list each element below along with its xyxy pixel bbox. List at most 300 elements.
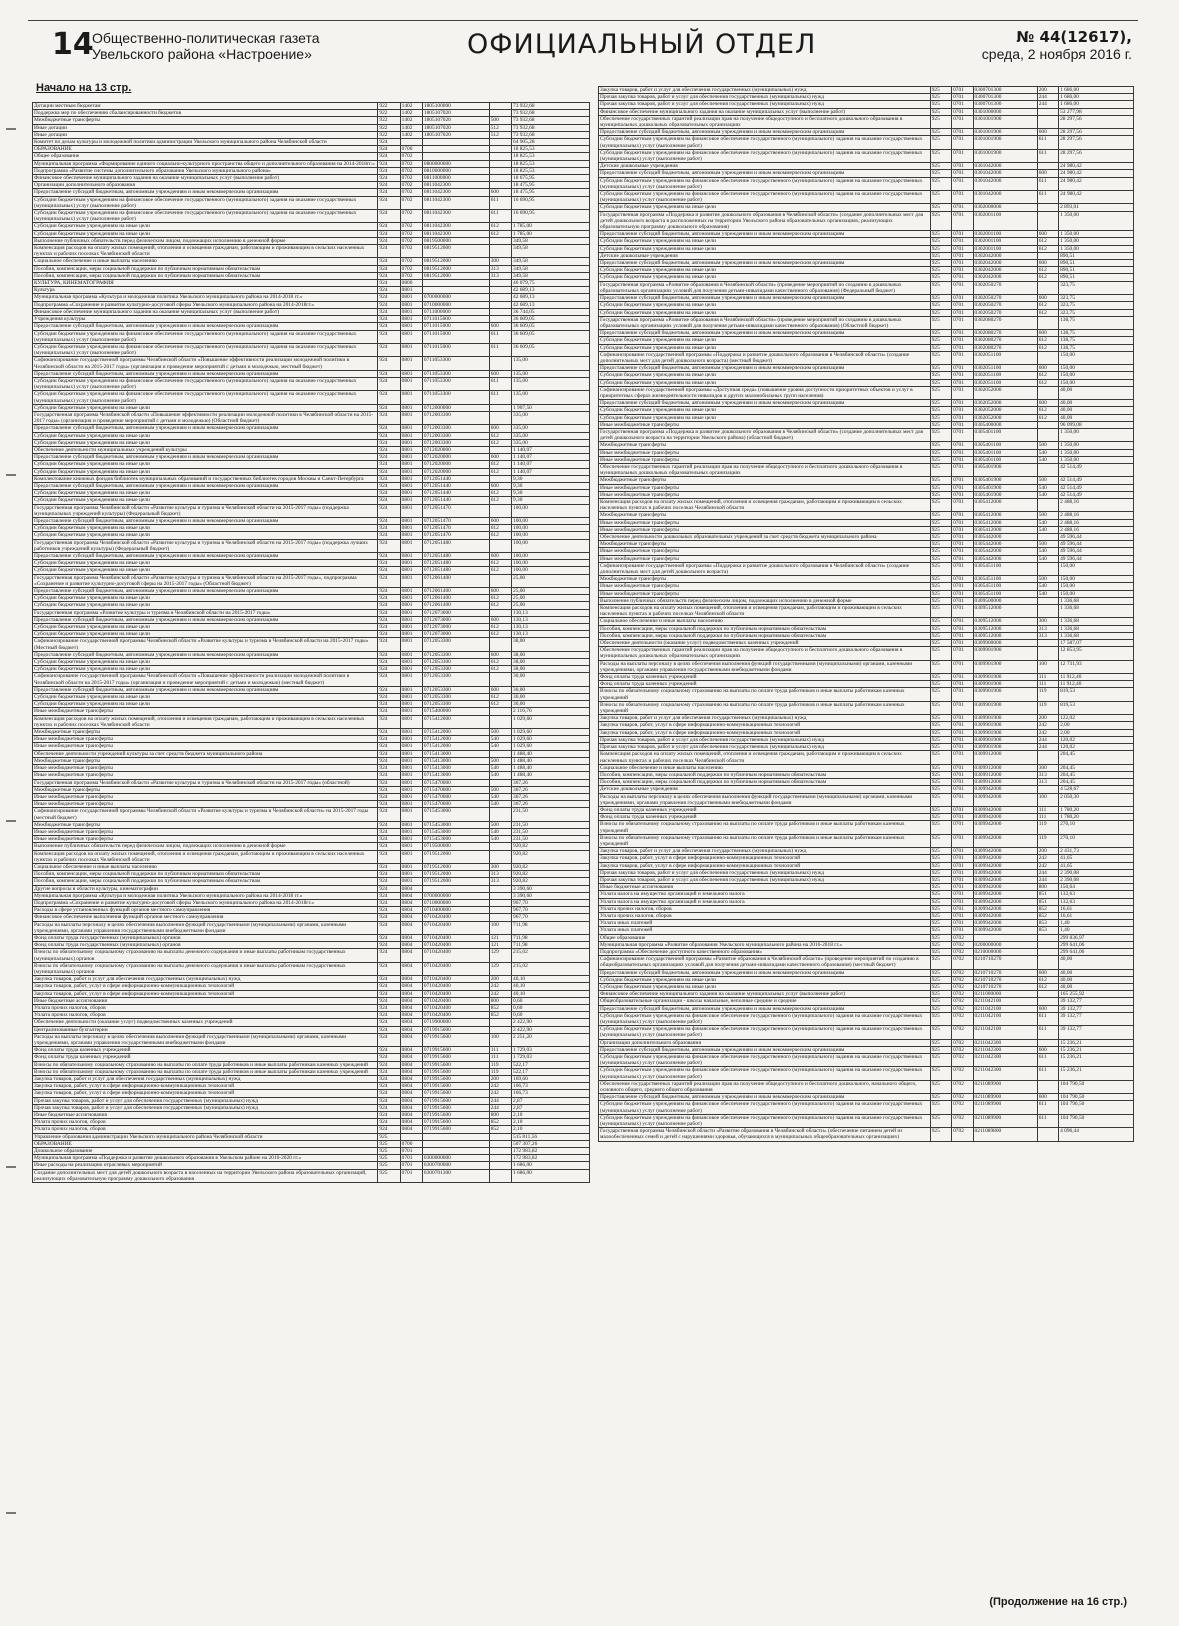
row-name: Уплата налога на имущество организаций и земельного налога (599, 891, 931, 898)
row-name: Муниципальная программа «Культура и молодежная политика Увельского муниципального района на 2014-2018 гг.» (33, 294, 378, 301)
row-target-code: 0309512000 (973, 632, 1037, 639)
row-name: Субсидии бюджетным учреждениям на иные цели (599, 309, 931, 316)
row-section-code: 0701 (952, 927, 973, 934)
row-expense-type (489, 715, 511, 728)
row-target-code: 0301001900 (973, 115, 1037, 128)
table-row (599, 477, 1134, 484)
row-name: Финансовое обеспечение муниципального задания на оказание муниципальных услуг (выполнение работ) (599, 108, 931, 115)
row-target-code: 0712051470 (422, 504, 489, 517)
row-amount: 25,00 (512, 595, 590, 602)
row-expense-type: 612 (1037, 407, 1058, 414)
row-target-code: 0305412000 (973, 498, 1037, 511)
row-admin-code: 924 (378, 949, 400, 962)
table-row (33, 110, 590, 117)
row-target-code: 0712073000 (422, 631, 489, 638)
table-row (599, 998, 1134, 1005)
row-name: Субсидии бюджетным учреждениям на иные цели (33, 624, 378, 631)
row-admin-code: 925 (930, 715, 951, 722)
row-expense-type (489, 708, 511, 715)
row-section-code: 0801 (400, 425, 422, 432)
table-row (599, 149, 1134, 162)
row-name: Взносы по обязательному социальному страхованию на выплаты по оплате труда работников и иные выплаты работникам казенных учреждений (599, 834, 931, 847)
row-admin-code: 924 (378, 153, 400, 160)
row-expense-type: 100 (1037, 793, 1058, 806)
row-amount: 150,00 (1059, 576, 1134, 583)
row-section-code: 0702 (400, 258, 422, 265)
row-admin-code: 924 (378, 863, 400, 870)
row-name: Субсидии бюджетным учреждениям на иные цели (33, 701, 378, 708)
table-row (599, 252, 1134, 259)
row-name: Субсидии бюджетным учреждениям на финансовое обеспечение государственного (муниципального) задания на оказание государственных (муниципальных) услуг (выполнение работ) (33, 377, 378, 390)
row-admin-code: 924 (378, 308, 400, 315)
row-expense-type: 600 (1037, 170, 1058, 177)
row-target-code: 0211042100 (973, 998, 1037, 1005)
row-name: Закупка товаров, работ, услуг в сфере информационно-коммуникационных технологий (599, 862, 931, 869)
row-admin-code: 925 (930, 414, 951, 421)
row-name: Субсидии бюджетным учреждениям на иные цели (33, 595, 378, 602)
row-amount: 138,75 (1059, 344, 1134, 351)
table-row (33, 1005, 590, 1012)
row-admin-code: 924 (378, 914, 400, 921)
row-admin-code: 924 (378, 736, 400, 743)
table-row (33, 1047, 590, 1054)
row-target-code: 0715453000 (422, 828, 489, 835)
row-amount: 1 350,00 (1059, 245, 1134, 252)
row-name: Субсидии бюджетным учреждениям на финансовое обеспечение государственного (муниципального) задания на оказание государственных (муниципальных) услуг (выполнение работ) (33, 391, 378, 404)
table-row (33, 517, 590, 524)
row-target-code: 0712051440 (422, 475, 489, 482)
row-amount: 73 932,68 (512, 103, 590, 110)
row-section-code: 0701 (952, 806, 973, 813)
row-amount: 2,87 (512, 1097, 590, 1104)
row-expense-type: 612 (1037, 984, 1058, 991)
row-expense-type (1037, 948, 1058, 955)
row-name: Предоставление субсидий бюджетным, автономным учреждениям и иным некоммерческим организациям (599, 170, 931, 177)
row-admin-code: 925 (930, 771, 951, 778)
row-section-code: 0801 (400, 801, 422, 808)
row-name: Обеспечение государственных гарантий реализации прав на получение общедоступного и бесплатного дошкольного образования в муниципальных дошкольных образовательных организациях (599, 647, 931, 660)
table-row (599, 372, 1134, 379)
row-name: Фонд оплаты труда казенных учреждений (33, 1047, 378, 1054)
row-target-code: 1805107020 (422, 110, 489, 117)
row-name: Иные межбюджетные трансферты (599, 590, 931, 597)
row-admin-code: 924 (378, 1033, 400, 1046)
table-row (33, 1054, 590, 1061)
row-section-code: 0701 (952, 456, 973, 463)
row-name: Пособия, компенсации, меры социальной поддержки по публичным нормативным обязательствам (33, 871, 378, 878)
row-target-code: 0309901900 (973, 688, 1037, 701)
row-expense-type (489, 1026, 511, 1033)
row-expense-type (489, 446, 511, 453)
row-target-code: 0811042300 (422, 189, 489, 196)
row-section-code: 0801 (400, 357, 422, 370)
table-row (33, 1162, 590, 1169)
row-amount: 28 297,56 (1059, 115, 1134, 128)
row-admin-code: 925 (930, 814, 951, 821)
row-target-code: 0309942000 (973, 869, 1037, 876)
issue-info (982, 28, 1132, 63)
row-target-code (422, 1133, 489, 1140)
row-admin-code: 925 (930, 526, 951, 533)
table-row (599, 526, 1134, 533)
row-expense-type: 500 (489, 786, 511, 793)
row-expense-type: 600 (489, 454, 511, 461)
row-target-code: 0711000000 (422, 308, 489, 315)
row-expense-type: 121 (489, 942, 511, 949)
row-target-code: 0305442000 (973, 534, 1037, 541)
row-name: Предоставление субсидий бюджетным, автономным учреждениям и иным некоммерческим организациям (33, 323, 378, 330)
row-name: Закупка товаров, работ и услуг для обеспечения государственных (муниципальных) нужд (599, 87, 931, 94)
row-amount: 2,87 (512, 1104, 590, 1111)
row-admin-code: 924 (378, 821, 400, 828)
row-admin-code: 925 (930, 674, 951, 681)
table-row (599, 428, 1134, 441)
row-section-code: 0801 (400, 504, 422, 517)
row-expense-type: 611 (489, 343, 511, 356)
row-section-code: 0701 (952, 351, 973, 364)
row-name: Субсидии бюджетным учреждениям на финансовое обеспечение государственного (муниципального) задания на оказание государственных (муниципальных) услуг (выполнение работ) (599, 1054, 931, 1067)
row-admin-code: 924 (378, 871, 400, 878)
row-expense-type: 611 (489, 377, 511, 390)
table-row (33, 793, 590, 800)
table-row (599, 862, 1134, 869)
row-amount: 39 132,77 (1059, 1012, 1134, 1025)
row-expense-type: 300 (489, 863, 511, 870)
row-section-code: 0701 (952, 779, 973, 786)
row-admin-code: 924 (378, 404, 400, 411)
row-amount: 16 690,95 (512, 210, 590, 223)
table-row (33, 117, 590, 124)
row-amount: 100,00 (512, 504, 590, 517)
row-amount: 100,00 (512, 539, 590, 552)
row-admin-code: 925 (930, 640, 951, 647)
row-name: Обеспечение деятельности (оказание услуг) подведомственных казенных учреждений (33, 1019, 378, 1026)
row-expense-type (1037, 998, 1058, 1005)
row-amount: 2 488,16 (1059, 498, 1134, 511)
row-admin-code: 925 (930, 512, 951, 519)
masthead (52, 28, 1132, 74)
row-target-code: 0309901900 (973, 722, 1037, 729)
row-name: Пособия, компенсации, меры социальной поддержки по публичным нормативным обязательствам (599, 779, 931, 786)
row-admin-code: 924 (378, 160, 400, 167)
row-name: Прочая закупка товаров, работ и услуг для обеспечения государственных (муниципальных) нужд (599, 744, 931, 751)
table-row (33, 962, 590, 975)
table-row (599, 905, 1134, 912)
row-target-code: 0710400000 (422, 907, 489, 914)
table-row (599, 934, 1134, 941)
row-amount: 1 140,07 (512, 468, 590, 475)
row-expense-type (489, 779, 511, 786)
row-target-code (422, 885, 489, 892)
row-expense-type (1037, 647, 1058, 660)
row-section-code: 0701 (952, 534, 973, 541)
table-row (599, 330, 1134, 337)
row-amount: 42 514,49 (1059, 477, 1134, 484)
row-target-code: 0302042000 (973, 267, 1037, 274)
row-admin-code: 925 (930, 211, 951, 231)
row-target-code: 0819500000 (422, 237, 489, 244)
row-expense-type: 612 (489, 497, 511, 504)
row-target-code: 0719915600 (422, 1083, 489, 1090)
row-expense-type: 313 (489, 272, 511, 279)
row-amount: 36 609,05 (512, 343, 590, 356)
table-row (599, 771, 1134, 778)
row-target-code: 0302080270 (973, 316, 1037, 329)
row-amount: 40,00 (1059, 386, 1134, 399)
row-section-code: 0801 (400, 497, 422, 504)
row-admin-code: 925 (378, 1133, 400, 1140)
row-expense-type: 612 (489, 701, 511, 708)
row-name: Предоставление субсидий бюджетным, автономным учреждениям и иным некоммерческим организациям (33, 651, 378, 658)
row-admin-code: 925 (930, 372, 951, 379)
table-row (33, 624, 590, 631)
row-section-code: 0701 (952, 463, 973, 476)
row-expense-type (1037, 281, 1058, 294)
row-admin-code: 924 (378, 370, 400, 377)
table-row (599, 541, 1134, 548)
table-row (599, 101, 1134, 108)
table-row (33, 482, 590, 489)
row-section-code: 0702 (952, 998, 973, 1005)
row-admin-code: 924 (378, 850, 400, 863)
row-target-code: 0712073000 (422, 609, 489, 616)
row-section-code: 0701 (952, 605, 973, 618)
row-expense-type (489, 175, 511, 182)
row-amount: 349,58 (512, 258, 590, 265)
row-name: Субсидии бюджетным учреждениям на иные цели (599, 337, 931, 344)
table-row (599, 379, 1134, 386)
row-expense-type (1037, 421, 1058, 428)
table-row (599, 688, 1134, 701)
row-amount: 135,00 (512, 377, 590, 390)
row-admin-code: 922 (378, 103, 400, 110)
row-section-code: 0801 (400, 391, 422, 404)
row-admin-code: 924 (378, 1005, 400, 1012)
row-target-code: 0309942000 (973, 912, 1037, 919)
paper-name (92, 30, 320, 62)
row-expense-type: 600 (489, 588, 511, 595)
table-row (599, 204, 1134, 211)
row-admin-code: 925 (930, 688, 951, 701)
row-section-code: 0702 (400, 237, 422, 244)
row-admin-code: 925 (930, 498, 951, 511)
table-row (599, 590, 1134, 597)
row-name: Государственная программа «Развитие образования в Челябинской области» (проведение мероприятий по созданию в дошкольных образовательных организациях условий для получения детьми-инвалидами качественного образования) (Областной бюджет) (599, 316, 931, 329)
row-name: Компенсация расходов на оплату жилых помещений, отопления и освещения гражданам, работающим и проживающим в сельских населенных пунктах и рабочих поселках Челябинской области (599, 498, 931, 511)
row-section-code: 0701 (952, 498, 973, 511)
table-row (599, 1101, 1134, 1114)
row-amount: 2,10 (512, 1126, 590, 1133)
table-row (599, 660, 1134, 673)
row-name: Субсидии бюджетным учреждениям на иные цели (599, 984, 931, 991)
row-target-code: 0309942000 (973, 793, 1037, 806)
row-target-code: 1805107020 (422, 131, 489, 138)
table-row (33, 1155, 590, 1162)
row-admin-code: 925 (930, 991, 951, 998)
row-name: Прочая закупка товаров, работ и услуг для обеспечения государственных (муниципальных) нужд (33, 1104, 378, 1111)
row-target-code: 0719915600 (422, 1097, 489, 1104)
row-section-code: 0701 (400, 1155, 422, 1162)
row-amount: 299 836,97 (1059, 934, 1134, 941)
row-target-code: 0211042100 (973, 1012, 1037, 1025)
row-target-code: 0309901900 (973, 715, 1037, 722)
row-admin-code: 925 (930, 108, 951, 115)
row-name: Уплата прочих налогов, сборов (33, 1126, 378, 1133)
row-admin-code: 925 (930, 491, 951, 498)
row-target-code: 0719915600 (422, 1033, 489, 1046)
row-name: Иные бюджетные ассигнования (33, 997, 378, 1004)
row-name: Субсидии бюджетным учреждениям на финансовое обеспечение государственного (муниципального) задания на оказание государственных (муниципальных) услуг (выполнение работ) (599, 177, 931, 190)
row-name: Пособия, компенсации, меры социальной поддержки по публичным нормативным обязательствам (599, 632, 931, 639)
row-admin-code: 924 (378, 701, 400, 708)
row-name: Предоставление субсидий бюджетным, автономным учреждениям и иным некоммерческим организациям (599, 231, 931, 238)
table-row (33, 131, 590, 138)
row-amount: 967,70 (512, 899, 590, 906)
row-expense-type: 540 (1037, 519, 1058, 526)
row-admin-code: 925 (930, 806, 951, 813)
row-section-code: 0801 (400, 525, 422, 532)
row-amount: 270,10 (1059, 834, 1134, 847)
row-target-code: 0302051100 (973, 365, 1037, 372)
row-target-code: 0302042000 (973, 252, 1037, 259)
row-section-code: 0702 (400, 245, 422, 258)
row-name: Предоставление субсидий бюджетным, автономным учреждениям и иным некоммерческим организациям (33, 189, 378, 196)
table-row (33, 949, 590, 962)
row-target-code: 0211042300 (973, 1054, 1037, 1067)
row-target-code: 0715470000 (422, 779, 489, 786)
row-admin-code: 924 (378, 323, 400, 330)
row-name: Субсидии бюджетным учреждениям на финансовое обеспечение государственного (муниципального) задания на оказание государственных (муниципальных) услуг (выполнение работ) (33, 210, 378, 223)
table-row (599, 681, 1134, 688)
row-admin-code: 925 (930, 365, 951, 372)
row-admin-code: 925 (378, 1162, 400, 1169)
row-name: Предоставление субсидий бюджетным, автономным учреждениям и иным некоммерческим организациям (599, 1046, 931, 1053)
row-admin-code: 925 (930, 231, 951, 238)
row-target-code: 0712020000 (422, 461, 489, 468)
row-amount: 323,75 (1059, 309, 1134, 316)
row-target-code: 0712053300 (422, 638, 489, 651)
row-expense-type: 852 (489, 1126, 511, 1133)
table-row (599, 94, 1134, 101)
row-target-code: 0301042000 (973, 177, 1037, 190)
row-target-code: 0301001900 (973, 136, 1037, 149)
row-target-code: 0712000000 (422, 404, 489, 411)
row-target-code: 0305412000 (973, 519, 1037, 526)
row-name: Обеспечение деятельности учреждений культуры за счет средств бюджета муниципального района (33, 750, 378, 757)
table-row (599, 1114, 1134, 1127)
row-section-code: 0702 (952, 969, 973, 976)
row-expense-type: 200 (1037, 87, 1058, 94)
row-expense-type (489, 907, 511, 914)
table-row (33, 976, 590, 983)
row-section-code: 0804 (400, 1090, 422, 1097)
row-amount: 138,75 (1059, 337, 1134, 344)
row-name: Субсидии бюджетным учреждениям на иные цели (33, 567, 378, 574)
table-row (599, 1046, 1134, 1053)
row-target-code: 0309942000 (973, 821, 1037, 834)
table-row (33, 609, 590, 616)
row-admin-code: 925 (930, 934, 951, 941)
row-admin-code: 925 (930, 736, 951, 743)
table-row (33, 907, 590, 914)
row-section-code: 0702 (952, 1054, 973, 1067)
row-expense-type (489, 843, 511, 850)
row-amount: 104 790,50 (1059, 1080, 1134, 1093)
row-admin-code: 924 (378, 1054, 400, 1061)
row-admin-code: 925 (930, 136, 951, 149)
row-target-code: 0302000000 (973, 204, 1037, 211)
row-admin-code: 924 (378, 343, 400, 356)
row-amount: 100,00 (512, 525, 590, 532)
row-name: Субсидии бюджетным учреждениям на иные цели (33, 560, 378, 567)
row-target-code: 0712053300 (422, 694, 489, 701)
row-name: Межбюджетные трансферты (33, 786, 378, 793)
row-admin-code: 925 (930, 442, 951, 449)
row-section-code: 0701 (952, 660, 973, 673)
row-amount: 2 893,01 (1059, 204, 1134, 211)
row-name: Пособия, компенсации, меры социальной поддержки по публичным нормативным обязательствам (599, 625, 931, 632)
row-target-code: 0309912000 (973, 751, 1037, 764)
row-amount: 1 488,40 (512, 750, 590, 757)
row-target-code: 0302052000 (973, 407, 1037, 414)
row-target-code: 0712003300 (422, 411, 489, 424)
table-row (33, 560, 590, 567)
row-amount: 349,58 (512, 265, 590, 272)
row-admin-code: 925 (930, 848, 951, 855)
row-expense-type: 600 (1037, 330, 1058, 337)
row-name: Субсидии бюджетным учреждениям на финансовое обеспечение государственного (муниципального) задания на оказание государственных (муниципальных) услуг (выполнение работ) (599, 1114, 931, 1127)
row-target-code: 0719500000 (422, 843, 489, 850)
row-amount: 1 729,03 (512, 1054, 590, 1061)
row-amount: 46 079,75 (512, 280, 590, 287)
table-row (599, 786, 1134, 793)
row-amount: 38,00 (512, 659, 590, 666)
row-admin-code: 925 (930, 163, 951, 170)
row-target-code: 1805107020 (422, 124, 489, 131)
row-section-code: 0701 (952, 597, 973, 604)
row-section-code: 0702 (400, 272, 422, 279)
row-target-code: 0309942000 (973, 834, 1037, 847)
row-admin-code: 924 (378, 1104, 400, 1111)
row-expense-type (1037, 991, 1058, 998)
table-row (599, 956, 1134, 969)
row-admin-code: 925 (930, 976, 951, 983)
row-target-code: 0211089900 (973, 1114, 1037, 1127)
row-amount: 40,00 (1059, 414, 1134, 421)
row-target-code: 0309901900 (973, 744, 1037, 751)
row-section-code: 0801 (400, 588, 422, 595)
row-target-code: 0819512000 (422, 245, 489, 258)
row-name: Софинансирование государственной программы Челябинской области «Развитие культуры и туризма в Челябинской области» на 2015-2017 годы (местный бюджет) (33, 808, 378, 821)
row-admin-code: 925 (930, 562, 951, 575)
row-amount: 120,02 (1059, 736, 1134, 743)
row-section-code: 0701 (952, 379, 973, 386)
row-amount: 28 297,56 (1059, 136, 1134, 149)
row-name: Государственная программа Челябинской области «Развитие культуры и туризма в Челябинской области на 2015-2017 годы», подпрограмма «Сохранение и развитие культурно-досуговой сферы на 2015-2017 годы» (Областной бюджет) (33, 574, 378, 587)
row-amount: 367,26 (512, 786, 590, 793)
row-expense-type: 100 (1037, 660, 1058, 673)
row-amount: 270,10 (1059, 821, 1134, 834)
row-section-code: 0701 (952, 793, 973, 806)
row-name: Комплектование книжных фондов библиотек муниципальных образований и государственных библиотек городов Москвы и Санкт-Петербурга (33, 475, 378, 482)
row-amount: 40,00 (1059, 400, 1134, 407)
row-amount: 711,98 (512, 942, 590, 949)
row-target-code: 0309901900 (973, 681, 1037, 688)
row-admin-code: 924 (378, 616, 400, 623)
row-admin-code: 925 (930, 891, 951, 898)
row-name: Закупка товаров, работ, услуг в сфере информационно-коммуникационных технологий (33, 1090, 378, 1097)
left-column (32, 82, 590, 1584)
